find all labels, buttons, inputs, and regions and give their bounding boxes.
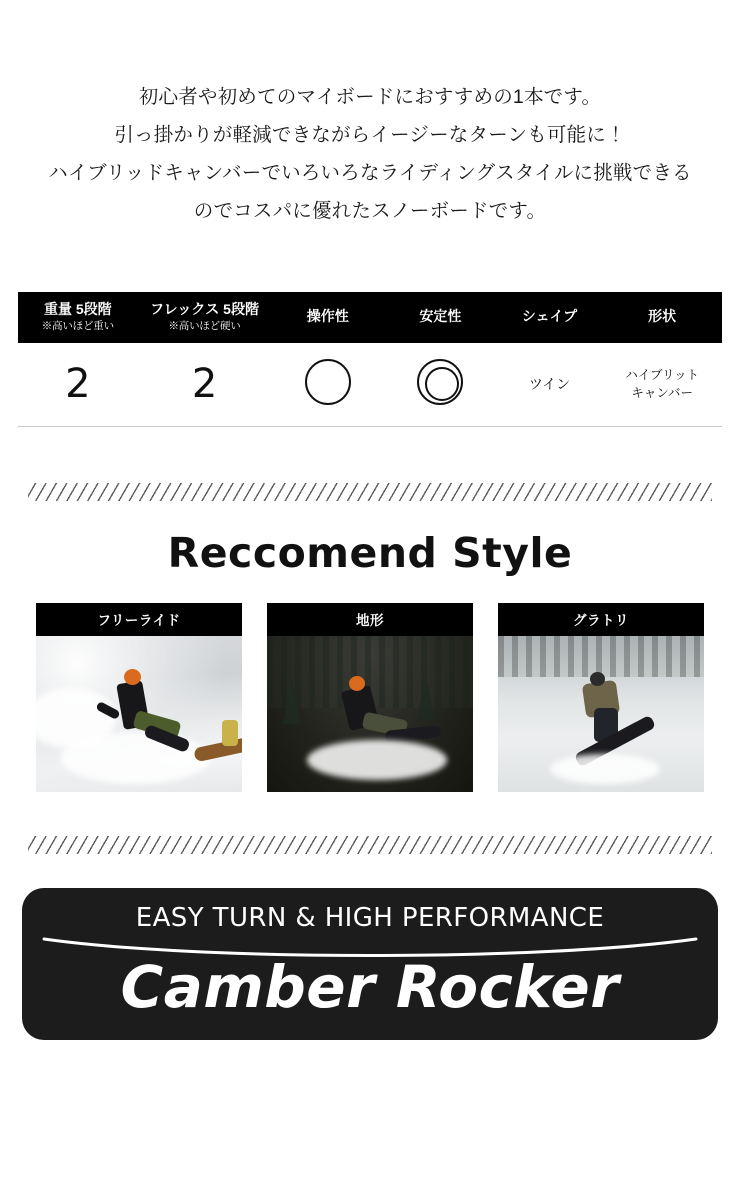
header-weight [18, 292, 138, 343]
tree-icon [417, 676, 435, 720]
recommend-card-terrain[interactable] [267, 603, 473, 792]
freeride-powder-photo [36, 636, 242, 792]
header-flex-sub: ※高いほど硬い [168, 319, 241, 332]
single-circle-icon [305, 359, 351, 405]
banner-title: Camber Rocker [120, 952, 620, 1021]
header-flex [138, 292, 272, 343]
card-label-groundtrick: グラトリ [498, 603, 704, 636]
cell-shape [497, 343, 603, 427]
cell-stability [384, 343, 497, 427]
tree-icon [283, 680, 301, 724]
groundtrick-slope-photo [498, 636, 704, 792]
flex-value: 2 [191, 361, 218, 408]
cell-weight [18, 343, 138, 427]
header-shape [497, 292, 603, 343]
treeline [498, 636, 704, 677]
recommend-cards [36, 603, 704, 792]
intro-line-2: 引っ掛かりが軽減できながらイージーなターンも可能に！ [114, 124, 626, 147]
snow-spray [307, 740, 447, 780]
intro-line-3: ハイブリッドキャンバーでいろいろなライディングスタイルに挑戦できる [48, 162, 692, 185]
header-shape-main: シェイプ [521, 308, 578, 325]
header-profile [602, 292, 722, 343]
intro-line-4: のでコスパに優れたスノーボードです。 [193, 200, 547, 223]
spec-table-head [18, 292, 722, 343]
cell-handling [271, 343, 384, 427]
header-handling [271, 292, 384, 343]
card-label-terrain: 地形 [267, 603, 473, 636]
spec-table-section [18, 292, 722, 427]
header-weight-sub: ※高いほど重い [41, 319, 114, 332]
banner-tagline: EASY TURN & HIGH PERFORMANCE [135, 903, 605, 934]
recommend-card-groundtrick[interactable] [498, 603, 704, 792]
cell-profile [602, 343, 722, 427]
intro-section [0, 0, 740, 230]
spec-table [18, 292, 722, 427]
terrain-trees-photo [267, 636, 473, 792]
hatched-divider-top [28, 483, 712, 501]
header-weight-main: 重量 5段階 [43, 301, 112, 318]
camber-rocker-banner [22, 888, 718, 1039]
header-stability-main: 安定性 [419, 308, 462, 325]
shape-value: ツイン [528, 376, 571, 393]
spec-table-body [18, 343, 722, 427]
spec-value-row [18, 343, 722, 427]
weight-value: 2 [65, 361, 91, 408]
double-circle-icon [417, 359, 463, 405]
second-rider [222, 720, 238, 746]
header-flex-main: フレックス 5段階 [150, 301, 259, 318]
recommend-title: Reccomend Style [167, 529, 573, 578]
spec-header-row [18, 292, 722, 343]
profile-value-line1: ハイブリット [625, 368, 699, 383]
snow-spray [550, 754, 660, 784]
card-label-freeride: フリーライド [36, 603, 242, 636]
cell-flex [138, 343, 272, 427]
header-profile-main: 形状 [648, 308, 677, 325]
recommend-card-freeride[interactable] [36, 603, 242, 792]
intro-line-1: 初心者や初めてのマイボードにおすすめの1本です。 [138, 86, 602, 108]
hatched-divider-bottom [28, 836, 712, 854]
profile-value-line2: キャンバー [631, 386, 693, 401]
header-stability [384, 292, 497, 343]
header-handling-main: 操作性 [306, 308, 349, 325]
